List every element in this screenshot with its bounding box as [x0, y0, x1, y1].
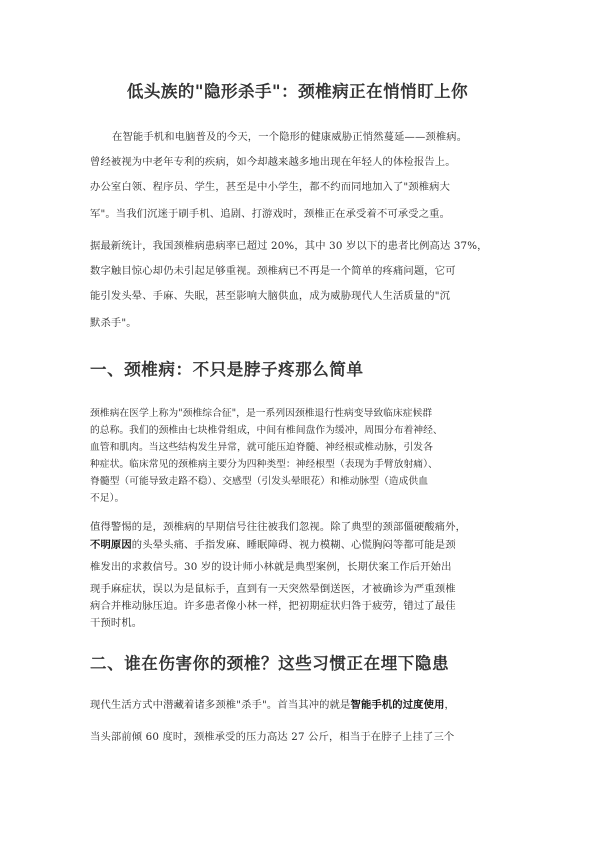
intro-p1-line: 曾经被视为中老年专利的疾病，如今却越来越多地出现在年轻人的体检报告上。 [90, 156, 456, 168]
section1-p1-line: 种症状。临床常见的颈椎病主要分为四种类型：神经根型（表现为手臂放射痛）、 [90, 459, 438, 470]
section2-heading: 二、谁在伤害你的颈椎？这些习惯正在埋下隐患 [90, 654, 450, 673]
intro-p2-line: 据最新统计，我国颈椎病患病率已超过 20%，其中 30 岁以下的患者比例高达 37%， [90, 240, 488, 252]
line-text: ， [444, 699, 455, 711]
intro-p2-line: 数字触目惊心却仍未引起足够重视。颈椎病已不再是一个简单的疼痛问题，它可 [90, 265, 456, 277]
section1-p2-line: 病合并椎动脉压迫。许多患者像小林一样，把初期症状归咎于疲劳，错过了最佳 [90, 600, 456, 612]
section1-p2-line: 现手麻症状，误以为是鼠标手，直到有一天突然晕倒送医，才被确诊为严重颈椎 [90, 583, 456, 595]
intro-p1-line: 军"。当我们沉迷于刷手机、追剧、打游戏时，颈椎正在承受着不可承受之重。 [90, 208, 451, 220]
bold-phrase: 不明原因 [90, 539, 132, 551]
intro-p1-line: 在智能手机和电脑普及的今天，一个隐形的健康威胁正悄然蔓延——颈椎病。 [112, 131, 468, 143]
line-text: 的头晕头痛、手指发麻、睡眠障碍、视力模糊、心慌胸闷等都可能是颈 [131, 539, 456, 551]
section2-p1-line: 当头部前倾 60 度时，颈椎承受的压力高达 27 公斤，相当于在脖子上挂了三个 [90, 731, 455, 743]
bold-phrase: 智能手机的过度使用 [350, 699, 445, 711]
section2-p1-line [90, 696, 455, 711]
article-title: 低头族的"隐形杀手"：颈椎病正在悄悄盯上你 [126, 82, 469, 101]
line-text: 现代生活方式中潜藏着诸多颈椎"杀手"。首当其冲的就是 [90, 699, 351, 711]
section1-p1-line: 脊髓型（可能导致走路不稳）、交感型（引发头晕眼花）和椎动脉型（造成供血 [90, 476, 428, 487]
section1-p2-line [90, 536, 456, 551]
section1-p2-line: 椎发出的求救信号。30 岁的设计师小林就是典型案例，长期伏案工作后开始出 [90, 561, 452, 573]
section1-p2-line: 干预时机。 [90, 617, 143, 629]
section1-p1-line: 不足）。 [90, 493, 125, 504]
intro-p2-line: 默杀手"。 [90, 317, 137, 329]
section1-p1-line: 的总称。我们的颈椎由七块椎骨组成，中间有椎间盘作为缓冲，周围分布着神经、 [90, 425, 443, 436]
section1-heading: 一、颈椎病：不只是脖子疼那么简单 [90, 360, 364, 379]
section1-p1-line: 血管和肌肉。当这些结构发生异常，就可能压迫脊髓、神经根或椎动脉，引发各 [90, 442, 433, 453]
intro-p2-line: 能引发头晕、手麻、失眠，甚至影响大脑供血，成为威胁现代人生活质量的"沉 [90, 290, 451, 302]
section1-p1-line: 颈椎病在医学上称为"颈椎综合征"，是一系列因颈椎退行性病变导致临床症候群 [90, 408, 433, 419]
section1-p2-line: 值得警惕的是，颈椎病的早期信号往往被我们忽视。除了典型的颈部僵硬酸痛外， [90, 521, 467, 533]
intro-p1-line: 办公室白领、程序员、学生，甚至是中小学生，都不约而同地加入了"颈椎病大 [90, 181, 451, 193]
